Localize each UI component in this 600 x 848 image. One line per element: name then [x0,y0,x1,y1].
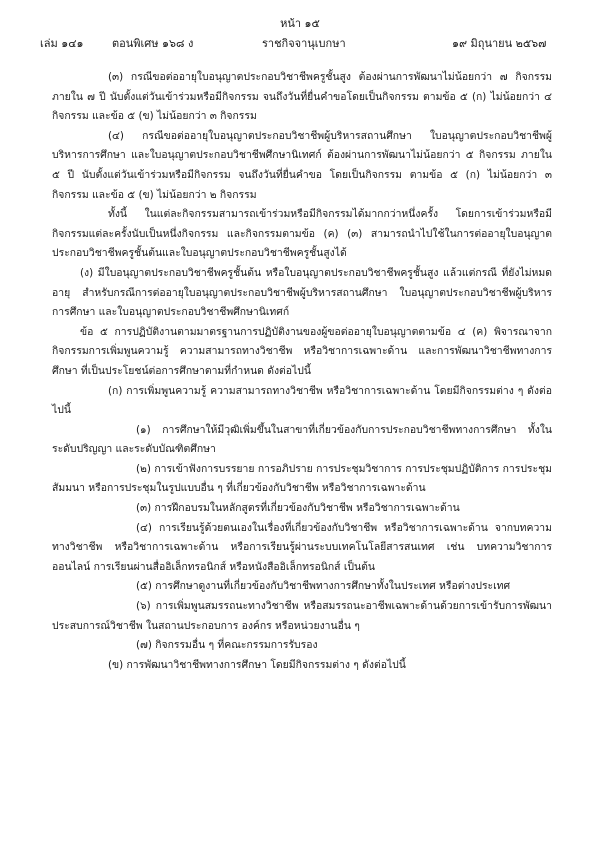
paragraph: (๑) การศึกษาให้มีวุฒิเพิ่มขึ้นในสาขาที่เกี่ยวข้องกับการประกอบวิชาชีพทางการศึกษา ทั้งในระดับปริญญา และระดับบัณฑิตศึกษา [52,423,552,456]
paragraph: (๓) กรณีขอต่ออายุใบอนุญาตประกอบวิชาชีพครูชั้นสูง ต้องผ่านการพัฒนาไม่น้อยกว่า ๗ กิจกรรม ภายใน ๗ ปี นับตั้งแต่วันเข้าร่วมหรือมีกิจกรรม จนถึงวันที่ยื่นคำขอโดยเป็นกิจกรรม ตามข้อ ๕ (ก) ไม่น้อยกว่า ๔ กิจกรรม และข้อ ๕ (ข) ไม่น้อยกว่า ๓ กิจกรรม [52,71,552,123]
paragraph: (๓) การฝึกอบรมในหลักสูตรที่เกี่ยวข้องกับวิชาชีพ หรือวิชาการเฉพาะด้าน [136,502,460,515]
paragraph: (ง) มีใบอนุญาตประกอบวิชาชีพครูชั้นต้น หรือใบอนุญาตประกอบวิชาชีพครูชั้นสูง แล้วแต่กรณี ที่ยังไม่หมดอายุ สำหรับกรณีการต่ออายุใบอนุญาตประกอบวิชาชีพผู้บริหารสถานศึกษา ใบอนุญาตประกอบวิชาชีพผู้บริหารการศึกษา และใบอนุญาตประกอบวิชาชีพศึกษานิเทศก์ [52,266,552,319]
paragraph: (ข) การพัฒนาวิชาชีพทางการศึกษา โดยมีกิจกรรมต่าง ๆ ดังต่อไปนี้ [108,658,406,671]
page-number: หน้า ๑๕ [280,17,320,30]
paragraph: (ก) การเพิ่มพูนความรู้ ความสามารถทางวิชาชีพ หรือวิชาการเฉพาะด้าน โดยมีกิจกรรมต่าง ๆ ดังต่อไปนี้ [52,384,552,417]
paragraph: ทั้งนี้ ในแต่ละกิจกรรมสามารถเข้าร่วมหรือมีกิจกรรมได้มากกว่าหนึ่งครั้ง โดยการเข้าร่วมหรือมีกิจกรรมแต่ละครั้งนับเป็นหนึ่งกิจกรรม และกิจกรรมตามข้อ (ค) (๓) สามารถนำไปใช้ในการต่ออายุใบอนุญาตประกอบวิชาชีพครูชั้นต้นและใบอนุญาตประกอบวิชาชีพครูชั้นสูงได้ [52,208,552,260]
paragraph: (๔) การเรียนรู้ด้วยตนเองในเรื่องที่เกี่ยวข้องกับวิชาชีพ หรือวิชาการเฉพาะด้าน จากบทความทางวิชาชีพ หรือวิชาการเฉพาะด้าน หรือการเรียนรู้ผ่านระบบเทคโนโลยีสารสนเทศ เช่น บทความวิชาการออนไลน์ การเรียนผ่านสื่ออิเล็กทรอนิกส์ หรือหนังสืออิเล็กทรอนิกส์ เป็นต้น [52,521,552,573]
issue-label: ตอนพิเศษ ๑๖๘ ง [112,37,194,50]
document-body [52,68,552,675]
publication-name: ราชกิจจานุเบกษา [262,37,346,50]
paragraph: (๒) การเข้าฟังการบรรยาย การอภิปราย การประชุมวิชาการ การประชุมปฏิบัติการ การประชุมสัมมนา หรือการประชุมในรูปแบบอื่น ๆ ที่เกี่ยวข้องกับวิชาชีพ หรือวิชาการเฉพาะด้าน [52,462,552,495]
paragraph: (๗) กิจกรรมอื่น ๆ ที่คณะกรรมการรับรอง [136,639,318,652]
paragraph: (๔) กรณีขอต่ออายุใบอนุญาตประกอบวิชาชีพผู้บริหารสถานศึกษา ใบอนุญาตประกอบวิชาชีพผู้บริหารการศึกษา และใบอนุญาตประกอบวิชาชีพศึกษานิเทศก์ ต้องผ่านการพัฒนาไม่น้อยกว่า ๕ กิจกรรม ภายใน ๕ ปี นับตั้งแต่วันเข้าร่วมหรือมีกิจกรรม จนถึงวันที่ยื่นคำขอ โดยเป็นกิจกรรม ตามข้อ ๕ (ก) ไม่น้อยกว่า ๓ กิจกรรม และข้อ ๕ (ข) ไม่น้อยกว่า ๒ กิจกรรม [52,129,552,201]
paragraph: (๖) การเพิ่มพูนสมรรถนะทางวิชาชีพ หรือสมรรถนะอาชีพเฉพาะด้านด้วยการเข้ารับการพัฒนาประสบการณ์วิชาชีพ ในสถานประกอบการ องค์กร หรือหน่วยงานอื่น ๆ [52,600,552,632]
volume-label: เล่ม ๑๔๑ [40,37,84,50]
paragraph: (๕) การศึกษาดูงานที่เกี่ยวข้องกับวิชาชีพทางการศึกษาทั้งในประเทศ หรือต่างประเทศ [136,580,511,593]
paragraph: ข้อ ๕ การปฏิบัติงานตามมาตรฐานการปฏิบัติงานของผู้ขอต่ออายุใบอนุญาตตามข้อ ๔ (ค) พิจารณาจากกิจกรรมการเพิ่มพูนความรู้ ความสามารถทางวิชาชีพ หรือวิชาการเฉพาะด้าน และการพัฒนาวิชาชีพทางการศึกษา ที่เป็นประโยชน์ต่อการศึกษาตามที่กำหนด ดังต่อไปนี้ [52,325,552,377]
publication-date: ๑๙ มิถุนายน ๒๕๖๗ [452,37,547,50]
